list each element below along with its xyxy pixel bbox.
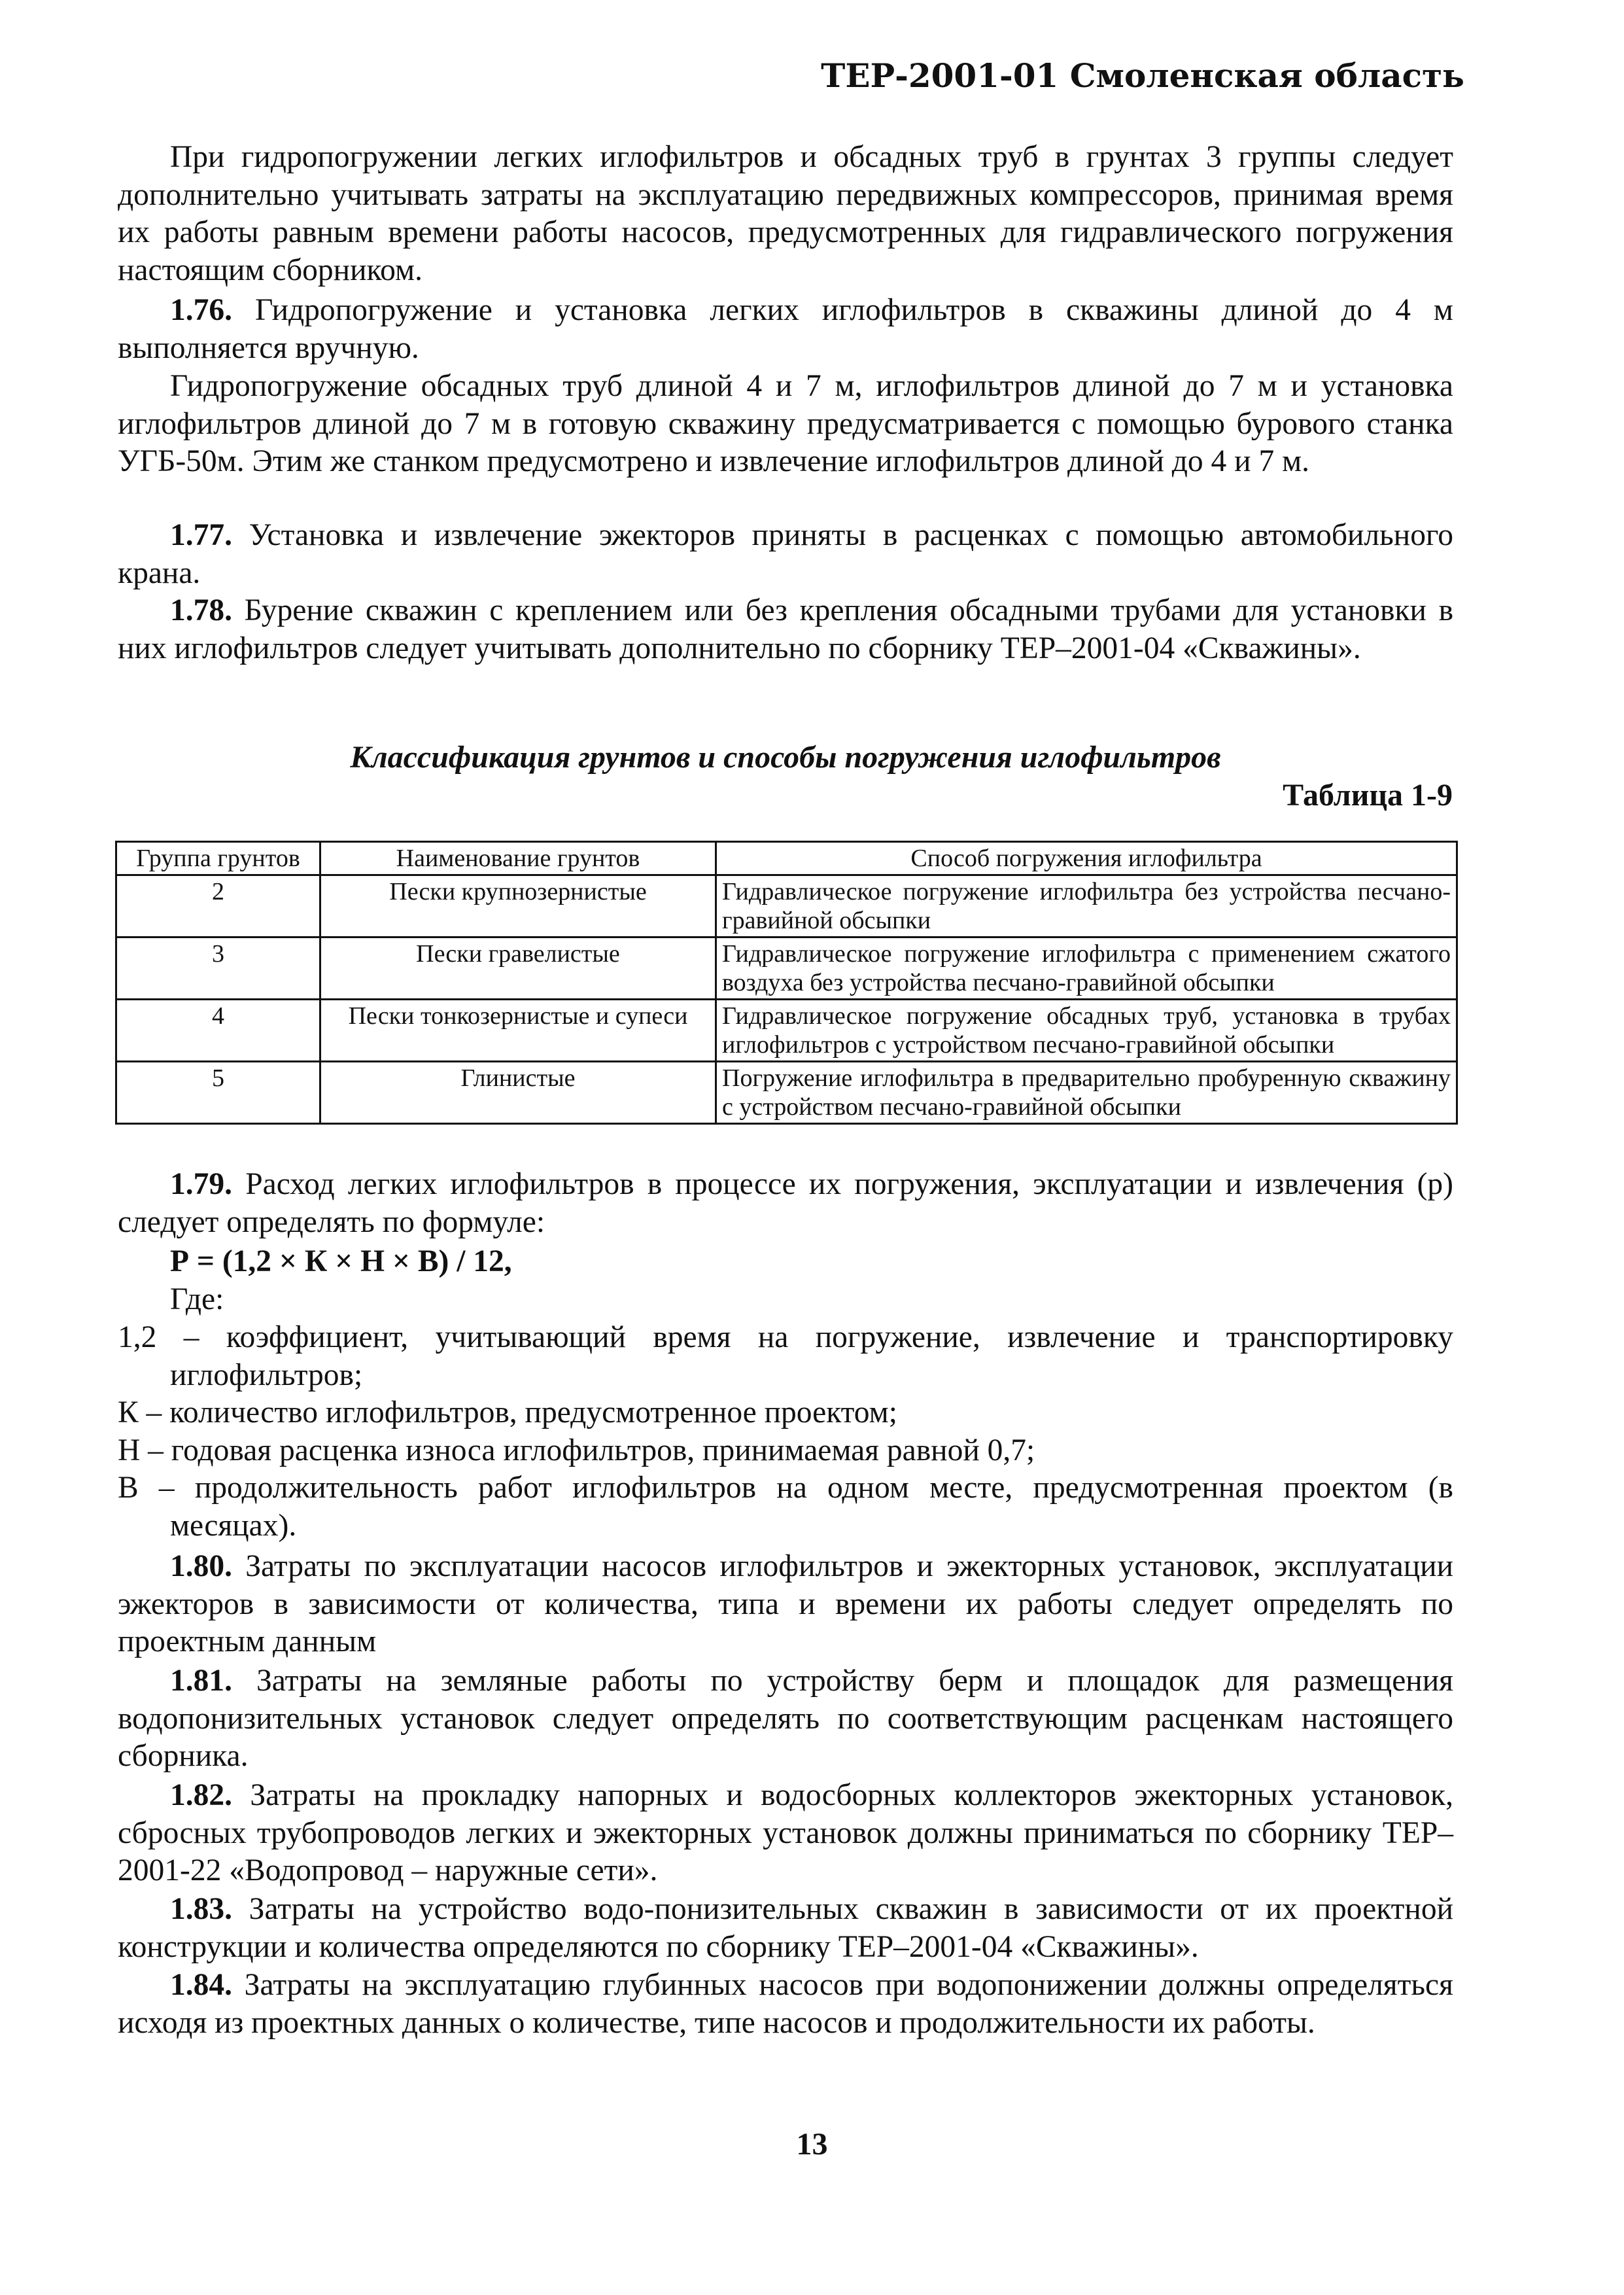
cell-method: Гидравлическое погружение обсадных труб, установка в трубах иглофильтров с устройством песчано-гравийной обсыпки bbox=[716, 1000, 1457, 1062]
clause-number: 1.82. bbox=[170, 1778, 232, 1812]
intro-paragraph: При гидропогружении легких иглофильтров и обсадных труб в грунтах 3 группы следует дополнительно учитывать затраты на эксплуатацию передвижных компрессоров, принимая время их работы равным времени работы насосов, предусмотренных для гидравлического погружения настоящим сборником. bbox=[118, 140, 1453, 287]
table-row bbox=[116, 875, 1457, 937]
cell-soil-name: Пески тонкозернистые и супеси bbox=[320, 1000, 716, 1062]
paragraph-1-77 bbox=[118, 517, 1453, 592]
cell-method: Погружение иглофильтра в предварительно пробуренную скважину с устройством песчано-гравийной обсыпки bbox=[716, 1062, 1457, 1124]
clause-number: 1.79. bbox=[170, 1167, 232, 1201]
table-caption: Классификация грунтов и способы погружения иглофильтров bbox=[350, 740, 1221, 775]
clause-text: Установка и извлечение эжекторов приняты в расценках с помощью автомобильного крана. bbox=[118, 518, 1453, 590]
cell-group: 2 bbox=[116, 875, 320, 937]
where-label: Где: bbox=[170, 1282, 224, 1316]
paragraph-1-80 bbox=[118, 1548, 1453, 1661]
table-header-row bbox=[116, 842, 1457, 875]
paragraph-1-81 bbox=[118, 1662, 1453, 1776]
definition-item: Н – годовая расценка износа иглофильтров, принимаемая равной 0,7; bbox=[118, 1433, 1035, 1467]
cell-method: Гидравлическое погружение иглофильтра без устройства песчано-гравийной обсыпки bbox=[716, 875, 1457, 937]
page-number: 13 bbox=[796, 2127, 828, 2162]
paragraph-1-76-continued: Гидропогружение обсадных труб длиной 4 и 7 м, иглофильтров длиной до 7 м и установка иглофильтров длиной до 7 м в готовую скважину предусматривается с помощью бурового станка УГБ-50м. Этим же станком предусмотрено и извлечение иглофильтров длиной до 4 и 7 м. bbox=[118, 369, 1453, 478]
cell-group: 4 bbox=[116, 1000, 320, 1062]
clause-text: Расход легких иглофильтров в процессе их погружения, эксплуатации и извлечения (р) следует определять по формуле: bbox=[118, 1167, 1453, 1239]
paragraph-1-82 bbox=[118, 1777, 1453, 1890]
column-header-method: Способ погружения иглофильтра bbox=[716, 842, 1457, 875]
column-header-group: Группа грунтов bbox=[116, 842, 320, 875]
table-row bbox=[116, 937, 1457, 1000]
clause-text: Затраты на земляные работы по устройству берм и площадок для размещения водопонизительных установок следует определять по соответствующим расценкам настоящего сборника. bbox=[118, 1664, 1453, 1773]
clause-text: Затраты на прокладку напорных и водосборных коллекторов эжекторных установок, сбросных трубопроводов легких и эжекторных установок должны приниматься по сборнику ТЕР–2001-22 «Водопровод – наружные сети». bbox=[118, 1778, 1453, 1887]
paragraph-1-79 bbox=[118, 1166, 1453, 1241]
table-label: Таблица 1-9 bbox=[1283, 778, 1453, 813]
formula-definitions bbox=[118, 1319, 1453, 1545]
clause-text: Затраты на эксплуатацию глубинных насосов при водопонижении должны определяться исходя из проектных данных о количестве, типе насосов и продолжительности их работы. bbox=[118, 1968, 1453, 2040]
cell-soil-name: Глинистые bbox=[320, 1062, 716, 1124]
table-row bbox=[116, 1000, 1457, 1062]
cell-group: 3 bbox=[116, 937, 320, 1000]
cell-soil-name: Пески гравелистые bbox=[320, 937, 716, 1000]
clause-number: 1.77. bbox=[170, 518, 232, 552]
clause-text: Гидропогружение и установка легких иглофильтров в скважины длиной до 4 м выполняется вручную. bbox=[118, 293, 1453, 365]
clause-number: 1.78. bbox=[170, 593, 232, 627]
wear-formula: Р = (1,2 × К × Н × В) / 12, bbox=[170, 1244, 512, 1278]
cell-soil-name: Пески крупнозернистые bbox=[320, 875, 716, 937]
clause-text: Затраты по эксплуатации насосов иглофильтров и эжекторных установок, эксплуатации эжекторов в зависимости от количества, типа и времени их работы следует определять по проектным данным bbox=[118, 1549, 1453, 1658]
definition-item: 1,2 – коэффициент, учитывающий время на погружение, извлечение и транспортировку иглофильтров; bbox=[118, 1320, 1453, 1392]
table-row bbox=[116, 1062, 1457, 1124]
cell-method: Гидравлическое погружение иглофильтра с применением сжатого воздуха без устройства песчано-гравийной обсыпки bbox=[716, 937, 1457, 1000]
clause-text: Затраты на устройство водо-понизительных скважин в зависимости от их проектной конструкции и количества определяются по сборнику ТЕР–2001-04 «Скважины». bbox=[118, 1892, 1453, 1964]
clause-number: 1.84. bbox=[170, 1968, 232, 2002]
column-header-name: Наименование грунтов bbox=[320, 842, 716, 875]
paragraph-1-83 bbox=[118, 1891, 1453, 1966]
definition-item: К – количество иглофильтров, предусмотренное проектом; bbox=[118, 1395, 897, 1429]
soil-classification-table bbox=[115, 841, 1458, 1125]
clause-text: Бурение скважин с креплением или без крепления обсадными трубами для установки в них иглофильтров следует учитывать дополнительно по сборнику ТЕР–2001-04 «Скважины». bbox=[118, 593, 1453, 665]
clause-number: 1.81. bbox=[170, 1664, 232, 1698]
paragraph-1-78 bbox=[118, 592, 1453, 667]
clause-number: 1.76. bbox=[170, 293, 232, 327]
definition-item: В – продолжительность работ иглофильтров на одном месте, предусмотренная проектом (в месяцах). bbox=[118, 1471, 1453, 1543]
clause-number: 1.80. bbox=[170, 1549, 232, 1583]
paragraph-1-76 bbox=[118, 292, 1453, 367]
cell-group: 5 bbox=[116, 1062, 320, 1124]
paragraph-1-84 bbox=[118, 1967, 1453, 2042]
clause-number: 1.83. bbox=[170, 1892, 232, 1926]
running-header: ТЕР-2001-01 Смоленская область bbox=[821, 56, 1464, 95]
